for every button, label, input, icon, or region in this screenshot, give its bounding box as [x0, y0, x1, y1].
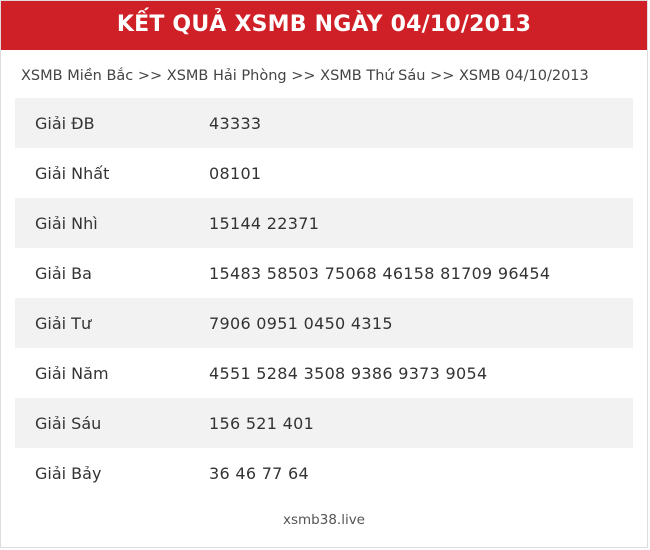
prize-numbers: 36 46 77 64 — [205, 448, 633, 498]
table-row — [15, 148, 633, 198]
table-row — [15, 298, 633, 348]
prize-label: Giải Ba — [15, 248, 205, 298]
table-row — [15, 248, 633, 298]
prize-label: Giải Tư — [15, 298, 205, 348]
table-row — [15, 348, 633, 398]
page-title: KẾT QUẢ XSMB NGÀY 04/10/2013 — [1, 1, 647, 50]
prize-numbers: 43333 — [205, 98, 633, 148]
table-row — [15, 198, 633, 248]
prize-label: Giải ĐB — [15, 98, 205, 148]
site-footer: xsmb38.live — [282, 511, 365, 528]
table-row — [15, 98, 633, 148]
prize-numbers: 15144 22371 — [205, 198, 633, 248]
results-table — [15, 98, 633, 498]
breadcrumb: XSMB Miền Bắc >> XSMB Hải Phòng >> XSMB Thứ Sáu >> XSMB 04/10/2013 — [21, 68, 589, 85]
prize-label: Giải Nhất — [15, 148, 205, 198]
prize-numbers: 156 521 401 — [205, 398, 633, 448]
prize-label: Giải Bảy — [15, 448, 205, 498]
prize-label: Giải Nhì — [15, 198, 205, 248]
prize-numbers: 15483 58503 75068 46158 81709 96454 — [205, 248, 633, 298]
table-row — [15, 448, 633, 498]
prize-label: Giải Sáu — [15, 398, 205, 448]
table-row — [15, 398, 633, 448]
prize-label: Giải Năm — [15, 348, 205, 398]
prize-numbers: 7906 0951 0450 4315 — [205, 298, 633, 348]
prize-numbers: 08101 — [205, 148, 633, 198]
prize-numbers: 4551 5284 3508 9386 9373 9054 — [205, 348, 633, 398]
